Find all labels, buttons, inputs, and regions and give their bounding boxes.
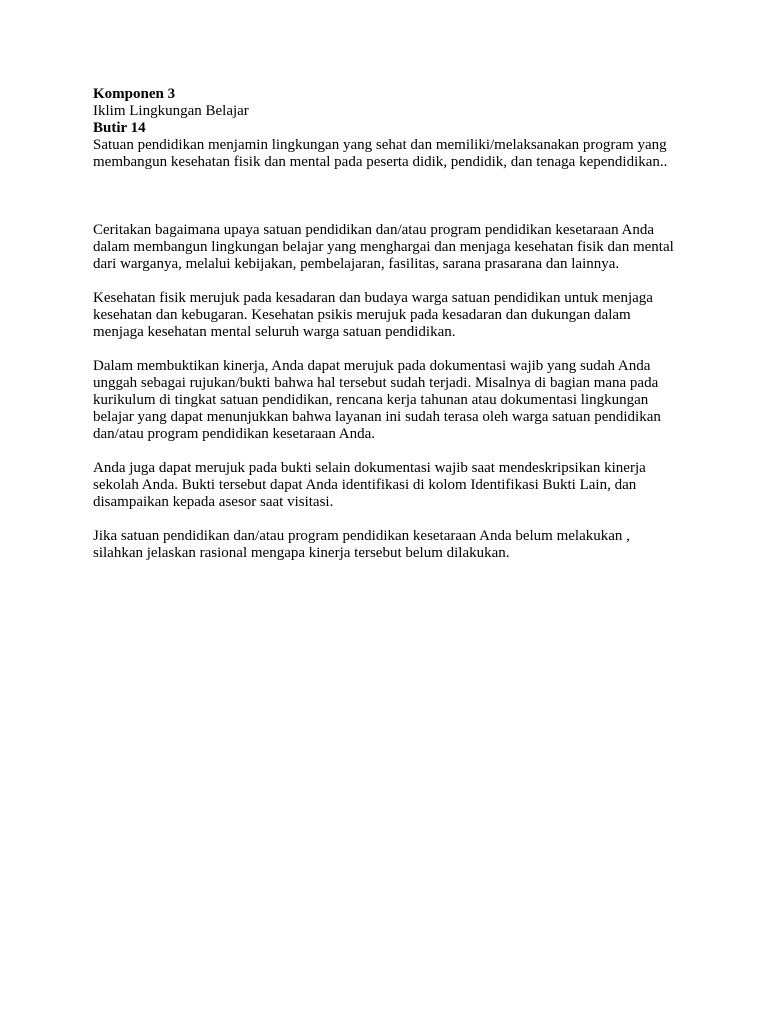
document-page — [93, 86, 683, 562]
item-heading: Butir 14 — [93, 120, 146, 136]
guidance-paragraph: Ceritakan bagaimana upaya satuan pendidikan dan/atau program pendidikan kesetaraan Anda dalam membangun lingkungan belajar yang menghargai dan menjaga kesehatan fisik dan mental dari warganya, melalui kebijakan, pembelajaran, fasilitas, sarana prasarana dan lainnya. — [93, 222, 674, 272]
guidance-paragraph: Jika satuan pendidikan dan/atau program pendidikan kesetaraan Anda belum melakukan , silahkan jelaskan rasional mengapa kinerja tersebut belum dilakukan. — [93, 528, 630, 561]
component-heading: Komponen 3 — [93, 86, 176, 102]
item-statement: Satuan pendidikan menjamin lingkungan yang sehat dan memiliki/melaksanakan program yang membangun kesehatan fisik dan mental pada peserta didik, pendidik, dan tenaga kependidikan.. — [93, 137, 668, 170]
guidance-paragraph: Anda juga dapat merujuk pada bukti selain dokumentasi wajib saat mendeskripsikan kinerja sekolah Anda. Bukti tersebut dapat Anda identifikasi di kolom Identifikasi Bukti Lain, dan disampaikan kepada asesor saat visitasi. — [93, 460, 646, 510]
component-title: Iklim Lingkungan Belajar — [93, 103, 249, 119]
guidance-paragraph: Dalam membuktikan kinerja, Anda dapat merujuk pada dokumentasi wajib yang sudah Anda unggah sebagai rujukan/bukti bahwa hal tersebut sudah terjadi. Misalnya di bagian mana pada kurikulum di tingkat satuan pendidikan, rencana kerja tahunan atau dokumentasi lingkungan belajar yang dapat menunjukkan bahwa layanan ini sudah terasa oleh warga satuan pendidikan dan/atau program pendidikan kesetaraan Anda. — [93, 358, 661, 442]
guidance-section — [93, 222, 683, 562]
section-spacer — [93, 171, 683, 222]
guidance-paragraph: Kesehatan fisik merujuk pada kesadaran dan budaya warga satuan pendidikan untuk menjaga kesehatan dan kebugaran. Kesehatan psikis merujuk pada kesadaran dan dukungan dalam menjaga kesehatan mental seluruh warga satuan pendidikan. — [93, 290, 653, 340]
